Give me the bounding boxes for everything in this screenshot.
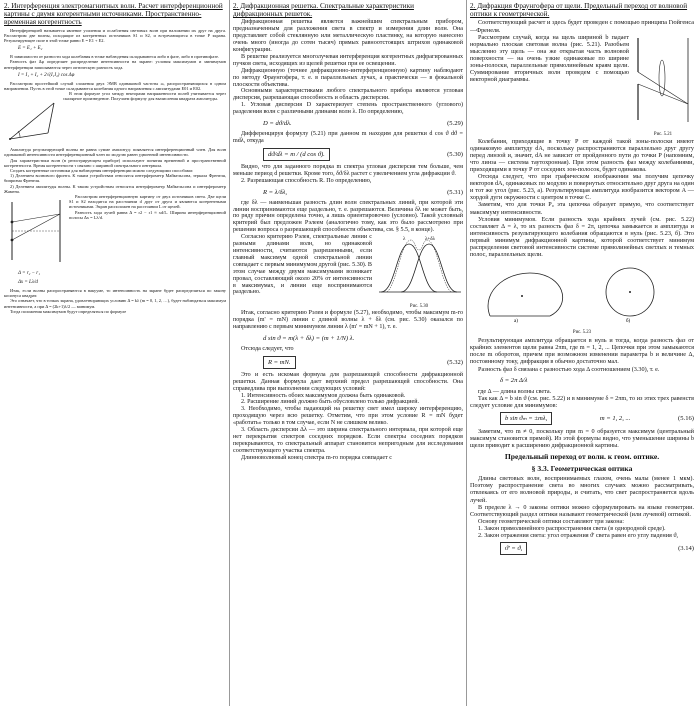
figure-caption: Рис. 5.30 — [409, 304, 429, 310]
paragraph: Заметим, что m ≠ 0, поскольку при m = 0 образуется максимум (центральный максимум становится прямой). Из этой формулы видно, что уменьшение ширины b щели приводит к расширению дифракционной картины. — [470, 427, 694, 450]
paragraph: 1. Интенсивность обоих максимумов должна быть одинаковой. — [241, 392, 406, 399]
paragraph: 1. Закон прямолинейного распространения света (в однородной среде). — [478, 524, 666, 532]
paragraph: Так как Δ = b sin ϑ (см. рис. 5.22) и в минимуме δ = 2πm, то из этих трех равенств следует условие для минимумов: — [470, 394, 694, 409]
lambda-label: λ — [403, 237, 406, 243]
paragraph: 3. Область дисперсии Δλ — это ширина спектрального интервала, при которой еще нет перекрытия спектров соседних порядков. Если спектры соседних порядков перекрываются, то спектральный аппарат становится непригодным для исследования соответствующего участка спектра. — [233, 427, 463, 454]
paragraph: В этом формуле угол между векторами напряженности полей учитывается через скалярное произведение. Получаем формулу для вычисления квадрата амплитуды. — [63, 91, 226, 102]
paragraph: 1) Делением волнового фронта. К таким устройствам относятся интерферометр Майкельсона, зеркала Френеля, бипризма Френеля. — [4, 173, 226, 184]
paragraph: В пределе λ → 0 законы оптики можно сформулировать на языке геометрии. Соответствующий раздел оптики называют геометрической (или лучевой) оптикой. — [470, 503, 694, 518]
paragraph: Отсюда следует, что — [241, 345, 294, 352]
equation-5-32: R = mN. (5.32) — [233, 356, 463, 369]
paragraph: Разность фаз δ связана с разностью хода Δ соотношением (3.30), т. е. — [478, 365, 660, 373]
equation: E = E₁ + E₂ — [18, 46, 43, 52]
paragraph: В зависимости от разности хода колебания в точке наблюдения складываются либо в фазе, либо в противофазе. — [10, 54, 219, 60]
equation: d sin ϑ = m(λ + δλ) = (m + 1/N) λ. — [263, 334, 355, 342]
rayleigh-criterion-plot — [375, 234, 463, 298]
figure-5-30 — [375, 234, 463, 310]
paragraph: Отсюда следует, что при графическом изображении мы получим цепочку векторов dA, одинаковых по модулю и повернутых относительно друг друга на один и тот же угол (рис. 5.23, а). Результирующая амплитуда изобразится вектором A — хордой дуги окружности с центром в точке C. — [470, 173, 694, 202]
paragraph: Рассмотрим интерференционную картину от двух источников света. Две щели S1 и S2 находятся на расстоянии d друг от друга и являются когерентными источниками. Экран расположен на расстоянии L от щелей. — [69, 194, 226, 210]
figure-5-23 — [470, 260, 694, 335]
paragraph: Разность хода лучей равна Δ = r2 − r1 ≈ xd/L. Ширина интерференционной полосы Δx = Lλ/d. — [69, 209, 226, 220]
column-3 — [470, 0, 694, 706]
paragraph: Создать когерентные источники для наблюдения интерференции можно следующими способами: — [10, 168, 194, 174]
paragraph: Это означает, что в точках экрана, удовлетворяющих условию Δ = kλ (m = 0, 1, 2, …), будет наблюдаться максимум интенсивности, а при Δ = (2k+1)λ/2 — минимум. — [4, 298, 226, 309]
paragraph: Колебания, приходящие в точку P от каждой такой зоны-полоски имеют одинаковую амплитуду dA, поскольку распространяются параллельно друг другу перед линзой и, значит, dA не зависит от пройденного пути до точки P (напомним, что линза — система таутохронная). При этом разность фаз между колебаниями, приходящими в точку P от соседних зон-полосок, будет одинакова. — [470, 137, 694, 173]
paragraph: Рассмотрим случай, когда на щель шириной b падает нормально плоская световая волна (рис. 5.21). Разобьем мысленно эту щель — она же открытая часть волновой поверхности — на очень узкие одинаковые по ширине зоны-полоски, параллельные прямолинейным краям щели. Суммирование вторичных волн проведем с помощью векторной диаграммы. — [470, 33, 629, 84]
two-slit-figure — [4, 196, 66, 266]
section-heading: 2. Дифракция Фраунгофера от щели. Предельный переход от волновой оптики к геометрической. — [470, 2, 688, 19]
figure-caption: Рис. 5.21 — [653, 131, 673, 137]
paragraph: Разность фаз Δφ определяет распределение интенсивности на экране: условия максимумов и минимумов интерференции записываются через оптическую разность хода. — [4, 59, 226, 70]
vector-diagram-figure — [4, 93, 60, 145]
paragraph: Результирующая амплитуда обращается в нуль и тогда, когда разность фаз от крайних элементов щели равна 2πm, где m = 1, 2, ... Цепочки при этом замыкаются после m оборотов, причем при возможном изменении параметра b и величине Δ, постоянному току, дифракция в обычно достаточно мал. — [470, 337, 694, 366]
phasor-chain-figure — [470, 260, 690, 324]
paragraph: Основу геометрической оптики составляют три закона: — [478, 517, 624, 525]
column-1 — [4, 0, 226, 706]
column-2 — [233, 0, 463, 706]
fig-label-a: а) — [514, 319, 518, 325]
subheading: Предельный переход от волн. к геом. оптике. — [504, 452, 660, 462]
paragraph: где Δ — длина волны света. — [478, 387, 552, 395]
paragraph: Видно, что для заданного порядка m спектра угловая дисперсия тем больше, чем меньше период d решетки. Кроме того, δϑ/δλ растет с увеличением угла дифракции ϑ. — [233, 163, 463, 177]
section-title: § 3.3. Геометрическая оптика — [531, 464, 633, 474]
paragraph: Длины световых волн, воспринимаемых глазом, очень малы (менее 1 мкм). Поэтому распространение света во многих случаях можно рассматривать, отвлекаясь от его волновой природы, и считать, что свет распространяется вдоль лучей. — [470, 475, 694, 504]
equation: δ = 2π Δ/λ — [500, 376, 528, 384]
column-divider — [466, 0, 467, 706]
column-divider — [229, 0, 230, 706]
equation-5-31: R = λ/δλ, (5.31) — [263, 188, 463, 196]
equation-5-16: b sin ϑₘ = ±mλ, m = 1, 2, ... (5.16) — [470, 412, 694, 425]
equation: I = I₁ + I₂ + 2√(I₁I₂) cos Δφ — [18, 72, 75, 78]
slit-diffraction-figure — [632, 34, 694, 126]
lambda-delta-label: λ+δλ — [425, 237, 436, 243]
paragraph: Заметим, что для точки P₀ эта цепочка образует прямую, что соответствует максимуму интенсивности. — [470, 201, 694, 216]
paragraph: Итак, согласно критерию Рэлея и формуле (5.27), необходимо, чтобы максимум m-го порядка (m' = mN) линии с длиной волны λ + δλ (см. рис. 5.30) оказался по направлению с первым минимумом линии λ (m' = mN + 1), т. е. — [233, 310, 463, 330]
paragraph: Амплитуда результирующей волны не равна сумме амплитуд: появляется интерференционный член. Для волн одинаковой интенсивности интерференционный член по модулю равен удвоенной интенсивности. — [4, 147, 226, 158]
section-heading: 2. Дифракционная решетка. Спектральные характеристики дифракционных решеток. — [233, 2, 414, 19]
paragraph: Основными характеристиками любого спектрального прибора являются угловая дисперсия, разрешающая способность и область дисперсии. — [233, 88, 463, 102]
paragraph: 1. Угловая дисперсия D характеризует степень пространственного (углового) разделения волн с различными длинами волн λ. По определению, — [233, 102, 463, 116]
paragraph: Условия минимумов. Если разность хода крайних лучей (см. рис. 5.22) составляет Δ = λ, то их разность фаз δ = 2π, цепочка замыкается и амплитуда и интенсивность результирующего колебания обращаются в нуль (рис. 5.23, б). Это первый минимум дифракционной картины, которой соответствует минимум распределения световой интенсивности системе прямолинейных светлых и темных полос, параллельных щели. — [470, 215, 694, 259]
paragraph: 2. Расширение линий должно быть обусловлено только дифракцией. — [241, 399, 420, 406]
paragraph: 3. Необходимо, чтобы падающий на решетку свет имел широку интерференцию, проходящую через всю решетку. Отметим, что при этом условие R = mN будет «работать» только в том случае, если N не слишком велико. — [233, 406, 463, 427]
paragraph: Дифференцируя формулу (5.21) при данном m находим для решетки d cos ϑ dϑ = mdλ, откуда — [233, 131, 463, 144]
paragraph: Для характеристики волн (в регистрирующем приборе) используют понятия временной и пространственной когерентности. Время когерентности τ связано с шириной спектрального интервала. — [4, 157, 226, 168]
paragraph: Рассмотрим простейший случай сложения двух ЭМВ одинаковой частоты ω, распространяющихся в одном направлении. Пусть в этой точке складываются колебания одного направления с амплитудами E01 и E02. — [4, 80, 226, 92]
equation-5-30: dϑ/dλ = m / (d cos ϑ). (5.30) — [233, 148, 463, 161]
paragraph: Дифракционная решетка является важнейшим спектральным прибором, предназначенным для разложения света в спектр и измерения длин волн. Она представляет собой стеклянную или металлическую пластинку, на которую нанесено очень много (иногда до сотен тысяч) прямых равноотстоящих штрихов одинаковой конфигурации. — [233, 19, 463, 54]
figure-caption: Рис. 5.23 — [572, 330, 592, 336]
paragraph: Длинноволновый конец спектра m-го порядка совпадает с — [241, 454, 392, 461]
paragraph: Соответствующий расчет и здесь будет проведен с помощью принципа Гюйгенса—Френеля. — [470, 19, 694, 34]
equation: Δx = Lλ/d — [18, 280, 38, 286]
paragraph: Это и есть искомая формула для разрешающей способности дифракционной решетки. Данная формула дает верхний предел разрешающей способности. Она справедлива при выполнении следующих условий: — [233, 371, 463, 392]
equation: Δ = r₂ − r₁ — [18, 271, 40, 277]
paragraph: Дифракционную (точнее дифракционно-интерференционную) картину наблюдают по методу Фраунгофера, т. е. в параллельных лучах, а практически — в фокальной плоскости объектива. — [233, 67, 463, 88]
paragraph: 2. Закон отражения света: угол отражения ϑ' света равен его углу падения ϑ, — [478, 531, 679, 539]
paragraph: 2) Делением амплитуды волны. К таким устройствам относятся интерферометр Майкельсона и интерферометр Жамена. — [4, 183, 226, 194]
fig-label-b: б) — [626, 319, 631, 325]
paragraph: Тогда положения максимумов будут определяться по формуле — [10, 308, 127, 314]
figure-5-21 — [632, 34, 694, 138]
section-heading: 2. Интерференция электромагнитных волн. Расчет интерференционной картины с двумя когерентными источниками. Пространственно-временная когерентность — [4, 2, 223, 27]
paragraph: 2. Разрешающая способность R. По определению, — [241, 177, 372, 184]
paragraph: В решетке реализуется многолучевая интерференция когерентных дифрагированных пучков света, исходящих из щелей решетки при ее освещении. — [233, 53, 463, 67]
paragraph: Интерференцией называется явление усиления и ослабления световых волн при наложении их друг на друга. Рассмотрим две волны, исходящие из когерентных источников S1 и S2, и встречающиеся в точке P экрана. Результирующее поле в этой точке равно E = E1 + E2. — [4, 27, 226, 44]
equation-5-29: D = dϑ/dλ. (5.29) — [263, 120, 463, 128]
paragraph: Согласно критерию Рэлея, спектральные линии с разными длинами волн, но одинаковой интенсивности, считаются разрешенными, если главный максимум одной спектральной линии совпадает с первым минимумом другой (рис. 5.30). В этом случае между двумя максимумами возникает провал, составляющий около 20% от интенсивности в максимумах, и линии еще воспринимаются раздельно. — [233, 234, 372, 296]
equation-3-14: ϑ' = ϑ, (3.14) — [470, 542, 694, 555]
paragraph: Итак, если волны распространяются в вакууме, то интенсивность на экране будет распределяться по закону косинуса квадрат. — [4, 288, 226, 299]
paragraph: где δλ — наименьшая разность длин волн спектральных линий, при которой эти линии воспринимаются еще раздельно, т. е. разрешаются. Величина δλ не может быть, по ряду причин определена точно, а лишь ориентировочно (условно). Такой условный критерий был предложен Рэлеем (аналогично тому, как это было рассмотрено при решении вопроса о разрешающей способности объектива, см. § 5.5, в конце). — [233, 199, 463, 234]
